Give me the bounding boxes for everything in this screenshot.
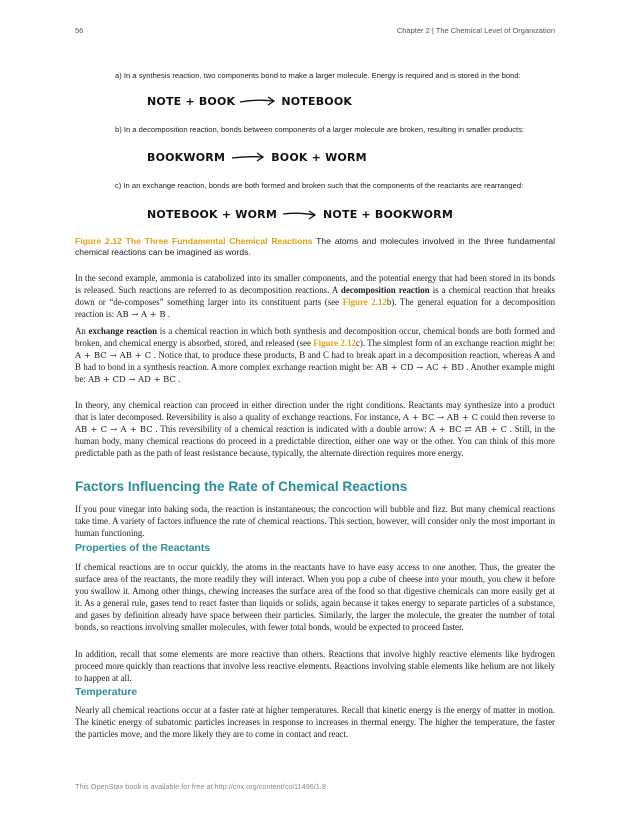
section-heading: Factors Influencing the Rate of Chemical Reactions (75, 479, 408, 494)
paragraph-text: If you pour vinegar into baking soda, the reaction is instantaneous; the concoction will bubble and fizz. But many chemical reactions take time. A variety of factors influence the rate of chemical reactions. This section, however, will consider only the most important in human functioning. (75, 504, 555, 538)
text-run: c). The simplest form of an exchange reaction might be: (355, 338, 556, 348)
equation: AB + C → A + BC (75, 424, 153, 434)
equation: AB → A + B (116, 309, 166, 319)
equation: AB + CD → AD + BC (88, 374, 176, 384)
equation: A + BC ⇄ AB + C (429, 424, 507, 434)
figure-part-a (115, 71, 535, 81)
figure-caption-label: Figure 2.12 The Three Fundamental Chemical Reactions (75, 236, 313, 246)
text-run: b). The general equation for a decomposition reaction is: (75, 297, 556, 319)
figure-part-c-text: c) In an exchange reaction, bonds are both formed and broken such that the components of the reactants are rearranged: (115, 181, 524, 190)
exchange-reactants: NOTEBOOK + WORM (147, 207, 277, 221)
decomposition-products: BOOK + WORM (271, 150, 367, 164)
text-run: An (75, 326, 89, 336)
paragraph-text: Nearly all chemical reactions occur at a faster rate at higher temperatures. Recall that kinetic energy is the energy of matter in motion. The kinetic energy of subatomic particles increases in response to increases in thermal energy. The higher the temperature, the faster the particles move, and the more likely they are to come in contact and react. (75, 705, 555, 739)
arrow-icon (229, 151, 267, 163)
subsection-heading-reactants: Properties of the Reactants (75, 543, 211, 554)
paragraph-reactants (75, 561, 555, 633)
text-run: In theory, any chemical reaction can proceed in either direction under the right conditions. Reactants may synthesize into a product that is later decomposed. Reversibility is also a quality of exchange reactions. For instance, (75, 400, 555, 422)
text-run: is a chemical reaction that breaks down or “de-composes” something larger into its constituent parts (see (75, 285, 555, 307)
paragraph-intro (75, 503, 555, 539)
paragraph-exchange (75, 325, 555, 385)
text-run: . Another example might be: (75, 362, 555, 384)
figure-caption (75, 236, 555, 258)
figure-part-b-equation (147, 150, 367, 164)
text-run: . Still, in the human body, many chemical reactions do proceed in a predictable direction, either one way or the other. You can think of this more predictable path as the path of least resistance because, typically, the alternate direction requires more energy. (75, 424, 555, 458)
equation: A + BC → AB + C (75, 350, 152, 360)
footer-note: This OpenStax book is available for free at http://cnx.org/content/col11496/1.8 (75, 782, 326, 791)
running-header: Chapter 2 | The Chemical Level of Organization (396, 26, 555, 35)
figure-link[interactable]: Figure 2.12 (342, 297, 387, 307)
figure-caption-text: The atoms and molecules involved in the three fundamental chemical reactions can be imagined as words. (75, 236, 556, 257)
term-exchange-reaction: exchange reaction (88, 326, 158, 336)
figure-part-b (115, 125, 535, 135)
synthesis-reactants: NOTE + BOOK (147, 94, 236, 108)
figure-part-c (115, 181, 535, 191)
paragraph-reactivity (75, 648, 555, 684)
arrow-icon (281, 208, 319, 220)
equation: A + BC → AB + C (402, 412, 479, 422)
figure-part-a-text: a) In a synthesis reaction, two components bond to make a larger molecule. Energy is required and is stored in the bond: (115, 71, 521, 80)
arrow-icon (239, 95, 277, 107)
figure-link[interactable]: Figure 2.12 (313, 338, 356, 348)
figure-part-b-text: b) In a decomposition reaction, bonds between components of a larger molecule are broken, resulting in smaller products: (115, 125, 525, 134)
paragraph-decomposition (75, 272, 555, 320)
text-run: could then reverse to (478, 412, 555, 422)
page-number: 56 (75, 26, 84, 35)
text-run: . (175, 374, 181, 384)
figure-part-a-equation (147, 94, 352, 108)
text-run: . Notice that, to produce these products, B and C had to break apart in a decomposition reaction, whereas A and B had to bond in a synthesis reaction. A more complex exchange reaction might be: (75, 350, 555, 372)
paragraph-temperature (75, 704, 555, 740)
decomposition-reactant: BOOKWORM (147, 150, 226, 164)
subsection-heading-temperature: Temperature (75, 687, 138, 698)
text-run: . (165, 309, 170, 319)
equation: AB + CD → AC + BD (375, 362, 465, 372)
term-decomposition-reaction: decomposition reaction (340, 285, 430, 295)
text-run: is a chemical reaction in which both synthesis and decomposition occur, chemical bonds are both formed and broken, and chemical energy is absorbed, stored, and released (see (75, 326, 555, 348)
paragraph-reversibility (75, 399, 555, 459)
paragraph-text: In addition, recall that some elements are more reactive than others. Reactions that involve highly reactive elements like hydrogen proceed more quickly than reactions that involve less reactive elements. Reactions involving stable elements like helium are not likely to happen at all. (75, 649, 555, 683)
text-run: . This reversibility of a chemical reaction is indicated with a double arrow: (152, 424, 430, 434)
exchange-products: NOTE + BOOKWORM (323, 207, 453, 221)
figure-part-c-equation (147, 207, 453, 221)
synthesis-product: NOTEBOOK (281, 94, 353, 108)
paragraph-text: If chemical reactions are to occur quickly, the atoms in the reactants have to have easy access to one another. Thus, the greater the surface area of the reactants, the more readily they will interact. When you pop a cube of cheese into your mouth, you chew it before you swallow it. Among other things, chewing increases the surface area of the food so that digestive chemicals can more easily get at it. As a general rule, gases tend to react faster than liquids or solids, again because it takes energy to separate particles of a substance, and gases by definition already have space between their particles. Similarly, the larger the molecule, the greater the number of total bonds, so reactions involving smaller molecules, with fewer total bonds, would be expected to proceed faster. (75, 562, 555, 632)
text-run: In the second example, ammonia is catabolized into its smaller components, and the potential energy that had been stored in its bonds is released. Such reactions are referred to as decomposition reactions. A (75, 273, 555, 295)
